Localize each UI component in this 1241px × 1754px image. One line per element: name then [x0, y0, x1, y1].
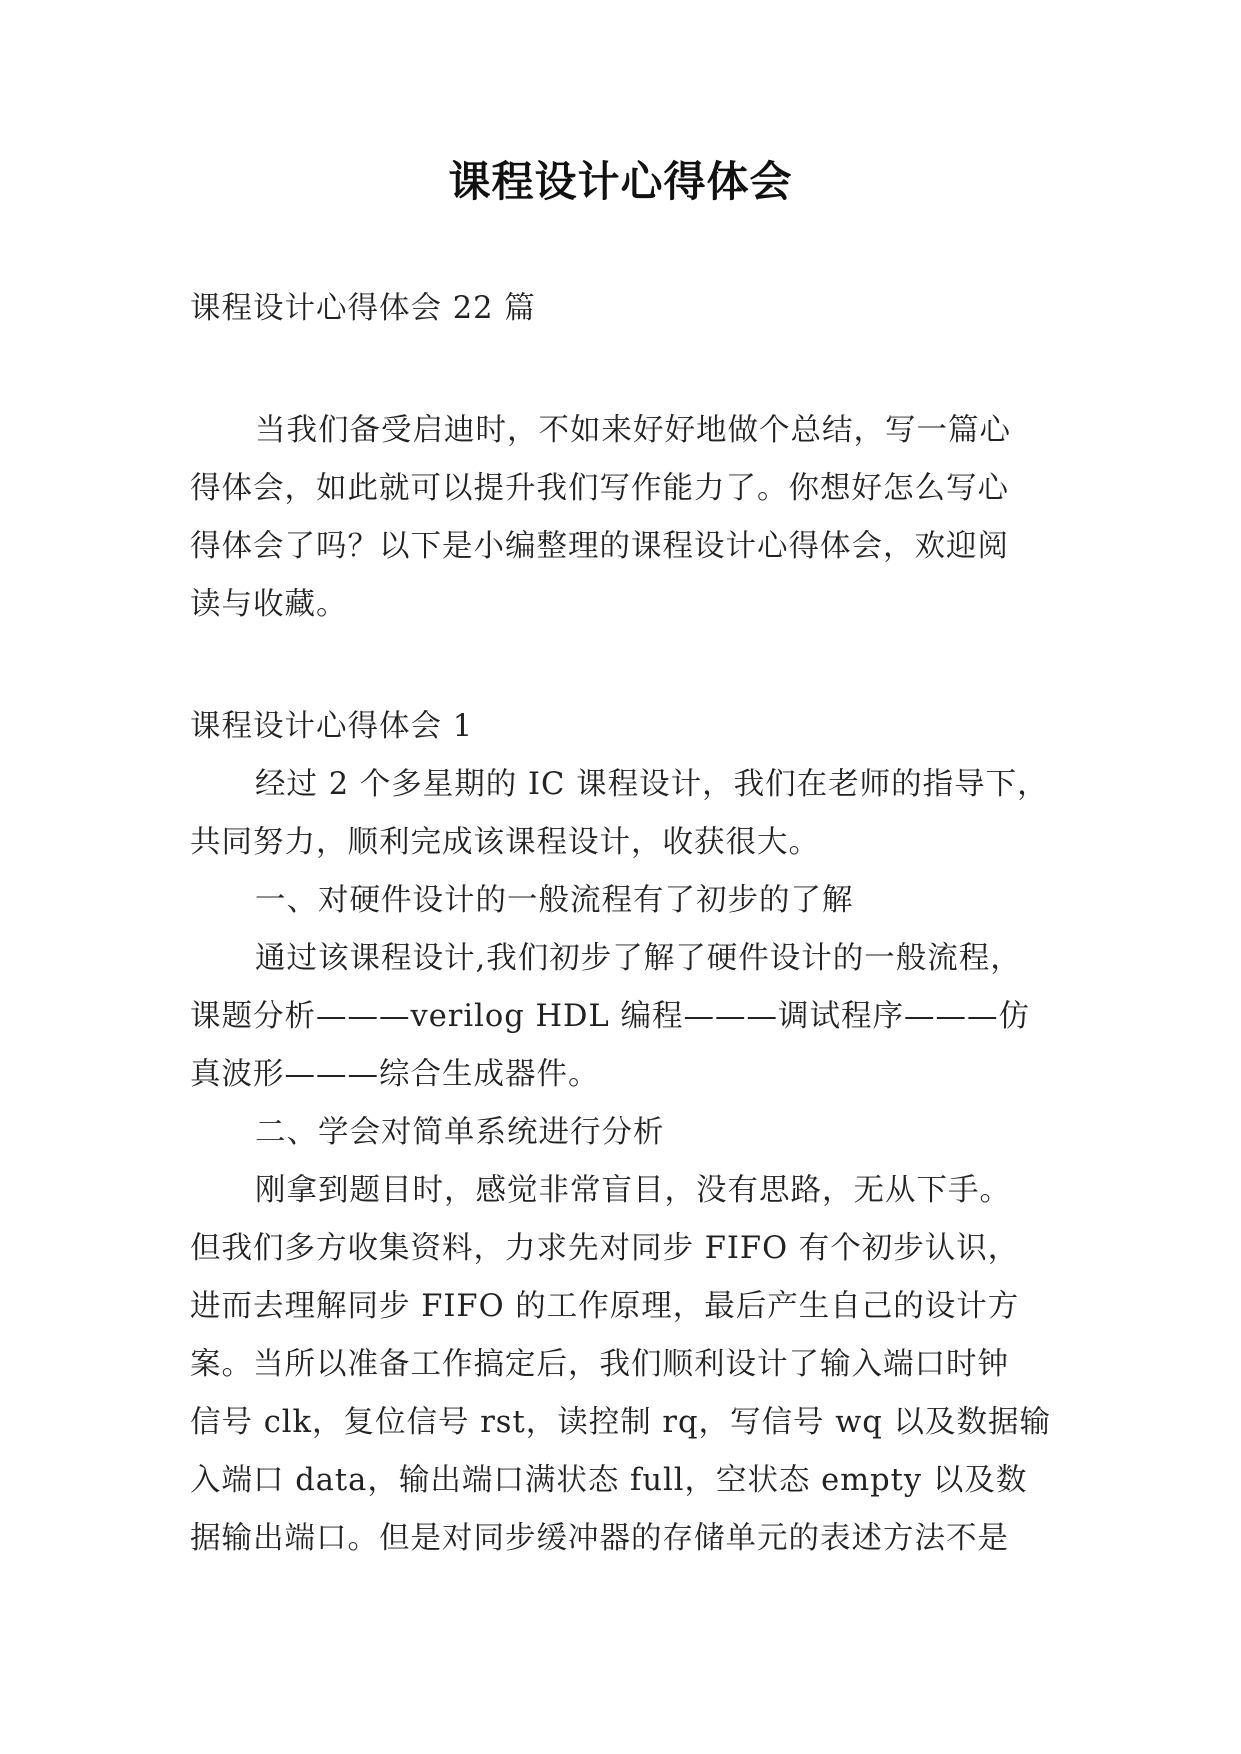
paragraph-line: 据输出端口。但是对同步缓冲器的存储单元的表述方法不是	[190, 1521, 1009, 1556]
document-title: 课程设计心得体会	[448, 157, 793, 206]
paragraph-line: 但我们多方收集资料，力求先对同步 FIFO 有个初步认识，	[190, 1231, 1020, 1266]
paragraph-line: 案。当所以准备工作搞定后，我们顺利设计了输入端口时钟	[190, 1347, 1009, 1382]
paragraph-line: 课题分析———verilog HDL 编程———调试程序———仿	[190, 999, 1030, 1034]
paragraph-line: 得体会，如此就可以提升我们写作能力了。你想好怎么写心	[190, 471, 1009, 506]
section-heading: 课程设计心得体会 1	[190, 709, 474, 744]
paragraph-line: 当我们备受启迪时，不如来好好地做个总结，写一篇心	[255, 413, 1011, 448]
paragraph-line: 入端口 data，输出端口满状态 full，空状态 empty 以及数	[190, 1463, 1028, 1498]
paragraph-line: 共同努力，顺利完成该课程设计，收获很大。	[190, 825, 820, 860]
subheading-line: 二、学会对简单系统进行分析	[255, 1115, 665, 1150]
paragraph-line: 读与收藏。	[190, 587, 348, 622]
paragraph-line: 刚拿到题目时，感觉非常盲目，没有思路，无从下手。	[255, 1173, 1011, 1208]
paragraph-line: 真波形———综合生成器件。	[190, 1057, 600, 1092]
paragraph-line: 进而去理解同步 FIFO 的工作原理，最后产生自己的设计方	[190, 1289, 1020, 1324]
subtitle-line: 课程设计心得体会 22 篇	[190, 291, 536, 326]
paragraph-line: 经过 2 个多星期的 IC 课程设计，我们在老师的指导下，	[255, 767, 1049, 802]
paragraph-line: 信号 clk，复位信号 rst，读控制 rq，写信号 wq 以及数据输	[190, 1405, 1052, 1440]
paragraph-line: 通过该课程设计,我们初步了解了硬件设计的一般流程，	[255, 941, 1022, 976]
subheading-line: 一、对硬件设计的一般流程有了初步的了解	[255, 883, 854, 918]
paragraph-line: 得体会了吗？以下是小编整理的课程设计心得体会，欢迎阅	[190, 529, 1009, 564]
